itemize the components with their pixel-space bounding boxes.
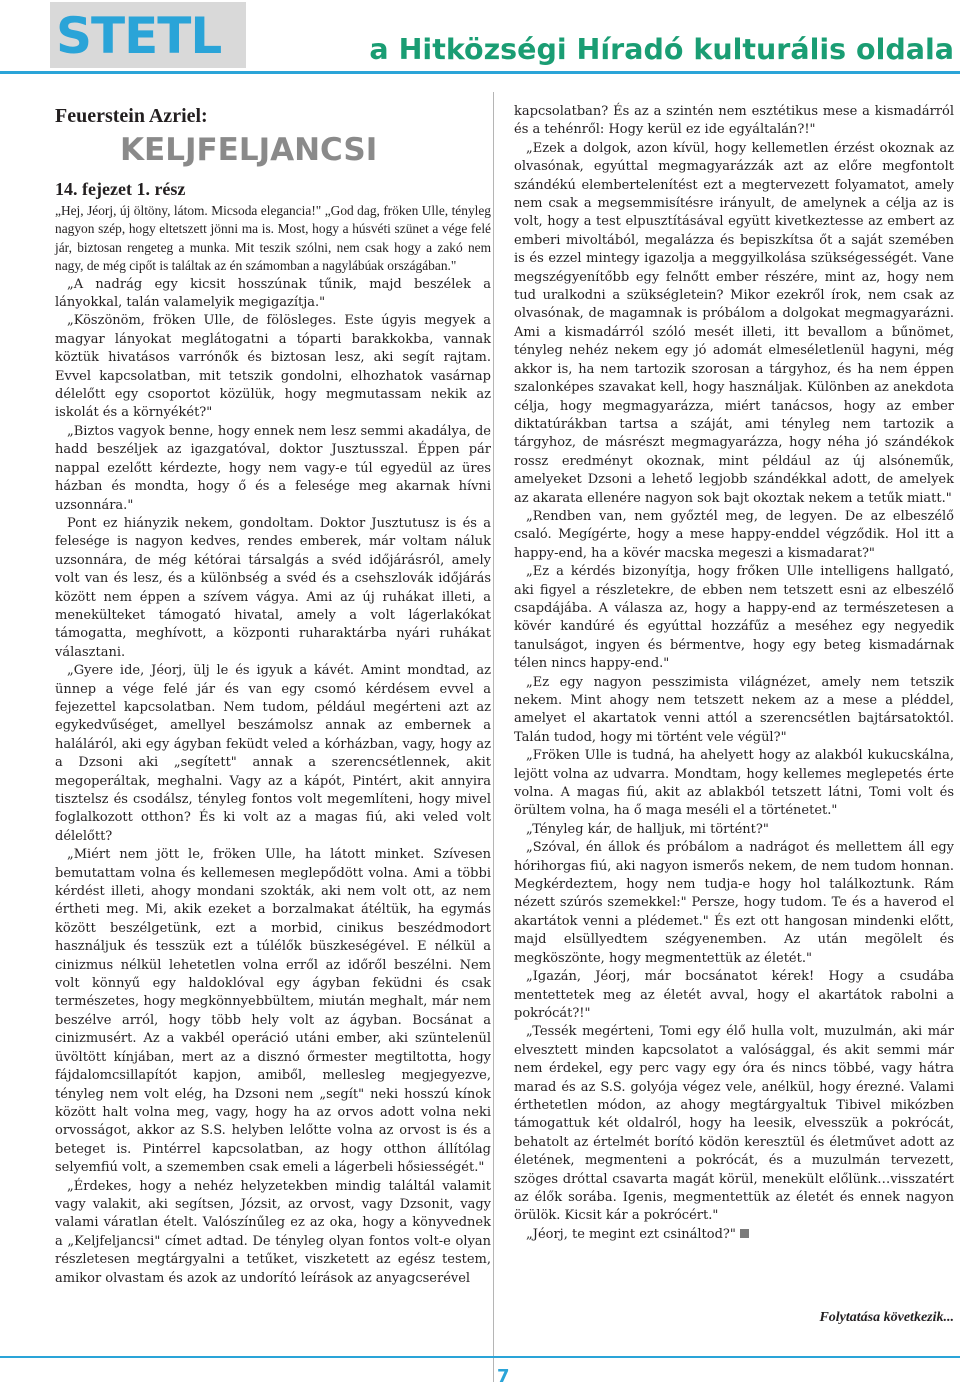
paragraph: „Tényleg kár, de halljuk, mi történt?" (526, 821, 769, 837)
header-divider (0, 71, 960, 74)
article-author: Feuerstein Azriel: (55, 105, 208, 127)
paragraph: „Fröken Ulle is tudná, ha ahelyett hogy az alakból kukucskálna, lejött volna az udvarra. Mondtam, hogy kellemes meglepetés érte volna. A magas fiú, akit az ablakból tetszett látni, Tomi volt és örültem volna, ha ő maga meséli el a történetet." (514, 748, 954, 819)
paragraph: „Tessék megérteni, Tomi egy élő hulla volt, muzulmán, aki már elvesztett minden kapcsolatot a valósággal, és akit semmi már nem érdekel, egy perc vagy egy óra és nincs többé, vagy hátra marad és az S.S. golyója végez vele, anélkül, hogy érezné. Valami érthetetlen módon, az ahogy megtárgyaltuk Tibivel mikózben támogattuk két oldalról, hogy ha leesik, elvesszük a pokrócát, behatolt az értelmét borító ködön keresztül és életművet adott az életének, megmenteni a pokrócát, és a muzulmán tervezett, szöges dróttal csavarta magát körül, menekült előlünk…visszatért az élők sorába. Igenis, megmentettük az életét és ennek nagyon örülök. Kicsit kár a pokrócért." (514, 1024, 954, 1224)
paragraph: „A nadrág egy kicsit hosszúnak tűnik, majd beszélek a lányokkal, talán valamelyik megigazítja." (55, 276, 491, 311)
article-column-right (514, 103, 954, 1244)
paragraph: „Rendben van, nem győztél meg, de legyen. De az elbeszélő csaló. Megígérte, hogy a mese happy-enddel végződik. Hol itt a happy-end, ha a kövér macska megeszi a kismadarat?" (514, 508, 954, 561)
footer-divider (0, 1356, 960, 1358)
paragraph: „Biztos vagyok benne, hogy ennek nem lesz semmi akadálya, de hadd beszéljek az igazgatóval, doktor Jusztusszal. Éppen pár nappal ezelőtt kérdezte, hogy nem vagy-e túl egyedül az üres házban és mondta, hogy ő és a felesége meg akarnak hívni uzsonnára." (55, 423, 491, 513)
paragraph: „Szóval, én állok és próbálom a nadrágot és mellettem áll egy hórihorgas fiú, aki nagyon ismerős nekem, de nem tudom honnan. Megkérdeztem, hogy nem tudja-e hogy hol találkoztunk. Rám nézett szúrós szemekkel:" Persze, hogy tudom. Te és a haverod el akartátok venni a plédemet." És ezt ott hangosan mindenki előtt, majd elsüllyedtem szégyenemben. Az után megölelt és megköszönte, hogy megmentettük az életét." (514, 840, 954, 966)
paragraph: Pont ez hiányzik nekem, gondoltam. Doktor Jusztutusz is és a felesége is nagyon kedves, rendes emberek, már voltam náluk uzsonnára, de még kétórai társalgás a svéd időjárásról, amely volt van és lesz, és a különbség a svéd és a csehszlovák időjárás között nem éppen a szívem vágya. Ami az új ruhákat illeti, a menekülteket támogató hivatal, amely a volt lágerlakókat támogatta, meghívott, a központi ruharaktárba nyári ruhákat választani. (55, 515, 491, 660)
paragraph: „Ezek a dolgok, azon kívül, hogy kellemetlen érzést okoznak az olvasónak, egyúttal megmagyarázzák azt az előre megfontolt szándékú elembertelenítést ezt a megtervezett folyamatot, amely nem csak a megsemmisítésre irányult, de amelynek a célja az is volt, hogy a test elpusztításával együtt kivetkeztesse az embert az emberi mivoltából, megalázza és bepiszkítsa őt a saját szemében is és ezzel mintegy igazolja a meggyilkolása szükségességét. Vane megszégyenítőbb egy felnőtt ember részére, mint az, hogy nem tud uralkodni a szükségletein? Mikor ezekről írok, nem csak az olvasónak, de magamnak is próbálom a dolgokat megmagyarázni. Ami a kismadárról szóló mesét illeti, itt bevallom a bűnömet, tényleg nehéz nekem egy jó adomát elmeséletlenül hagyni, még akkor is, ha nem tartozik szorosan a tárgyhoz, és ha nem éppen szalonképes szavakat kell, hogy használjak. Különben az anekdota célja, hogy megmagyarázza, miért tanácsos, hogy az ember diktatúrákban tartsa a száját, ami tényleg nem tartozik a tárgyhoz, de másrészt megmagyarázza, hogy néha jó szándékok rossz eredményt okoznak, mint például az új alsóneműk, amelyeket Dzsoni a lehető legjobb szándékkal adott, de amelyek az akarata ellenére nagyon sok bajt okoztak nekem a tetűk miatt." (514, 140, 954, 506)
page-number: 7 (497, 1366, 510, 1387)
paragraph-text: „Jéorj, te megint ezt csináltod?" (526, 1226, 736, 1242)
last-paragraph (514, 1226, 954, 1244)
paragraph: „Köszönöm, fröken Ulle, de fölösleges. Este úgyis megyek a magyar lányokat meglátogatni a tóparti barakkokba, vannak köztük hivatásos varrónők és biztosan lesz, aki segít rajtam. Evvel kapcsolatban, mit tetszik gondolni, elhozhatok vasárnap délelőtt egy csoportot közülük, hogy megmutassam nekik az iskolát és a környékét?" (55, 313, 491, 421)
continuation-note: Folytatása következik... (819, 1310, 954, 1325)
paragraph: „Érdekes, hogy a nehéz helyzetekben mindig találtál valamit vagy valakit, aki segítsen, Józsit, az orvost, vagy Dzsonit, vagy valami váratlan ételt. Valószínűleg ez az oka, hogy a könyvednek a „Keljfeljancsi" címet adtad. De tényleg olyan fontos volt-e olyan részletesen megtárgyalni a tetűket, viszketett az egész testem, amikor olvastam és azok az undorító leírások az anyagcserével (55, 1178, 491, 1286)
paragraph: „Miért nem jött le, fröken Ulle, ha látott minket. Szívesen bemutattam volna és kellemesen meglepődött volna. Ami a többi kérdést illeti, ahogy mondani szokták, aki nem volt ott, az nem értheti meg. Mi, akik ezeket a borzalmakat átéltük, ha egymás között beszélgetünk, ezt a morbid, cinikus beszédmodort használjuk és tesszük ezt a túlélők büszkeségével. E nélkül a cinizmus nélkül lehetetlen volna erről az időről beszélni. Nem volt könnyű egy haldoklóval egy ágyban feküdni és csak természetes, hogy megkönnyebbültem, miután meghalt, már nem beszélve arról, hogy több hely volt az ágyban. Bocsánat a cinizmusért. Az a vakbél operáció utáni ember, aki szüntelenül üvöltött kínjában, mert az a disznó őrmester megtiltotta, hogy fájdalomcsillapítót kapjon, amiből, mellesleg megjegyezve, tényleg nem volt elég, ha Dzsoni nem „segít" neki hosszú kínok között halt volna meg, vagy, hogy ha az orvos adott volna neki orvosságot, akkor az S.S. helyben lelőtte volna az orvost is és a beteget is. Pintérrel kapcsolatban, az hogy otthon állítólag selyemfiú volt, a szememben csak emeli a lágerbeli hősiességét." (55, 847, 491, 1176)
paragraph: „Hej, Jéorj, új öltöny, látom. Micsoda elegancia!" „God dag, fröken Ulle, tényleg nagyon szép, hogy eltetszett jönni ma is. Most, hogy a húsvéti szünet a vége felé jár, biztosan rengeteg a munka. Mit teszik szólni, nem csak hogy a zakó nem nagy, de még cipőt is találtak az én számomban a nagylábúak országában." (55, 203, 491, 274)
column-divider (493, 92, 494, 1382)
chapter-heading: 14. fejezet 1. rész (55, 179, 186, 199)
paragraph: „Igazán, Jéorj, már bocsánatot kérek! Hogy a csudába mentettetek meg az életét avval, hogy el akartátok rabolni a pokrócát?!" (514, 969, 954, 1021)
masthead-logo: STETL (56, 7, 222, 65)
masthead-tagline: a Hitközségi Híradó kulturális oldala (369, 33, 954, 66)
paragraph: kapcsolatban? És az a szintén nem esztétikus mese a kismadárról és a tehénről: Hogy kerül ez ide egyáltalán?!" (514, 104, 954, 138)
article-title: KELJFELJANCSI (120, 132, 378, 168)
paragraph: „Ez egy nagyon pesszimista világnézet, amely nem tetszik nekem. Mint ahogy nem tetszett nekem az a mese a pléddel, amelyet el akartatok venni attól a szerencsétlen bajtársatoktól. Talán tudod, hogy mi történt vele végül?" (514, 674, 954, 745)
end-mark-icon (740, 1229, 749, 1238)
article-column-left (55, 202, 491, 1288)
paragraph: „Gyere ide, Jéorj, ülj le és igyuk a kávét. Amint mondtad, az ünnep a vége felé jár és van egy csomó kérdésem evvel a fejezettel kapcsolatban. Nem tudom, például megérteni azt az egykedvűséget, amellyel beszámolsz annak az embernek a haláláról, aki egy ágyban feküdt veled a kórházban, vagy, hogy az a Dzsoni aki „segített" annak a szerencsétlennek, akit megoperáltak, meghalni. Vagy az a kápót, Pintért, akit annyira tisztelsz és csodálsz, tényleg fontos volt megemlíteni, hogy mivel foglalkozott otthon? És ki volt az a magas fiú, aki veled volt délelőtt? (55, 663, 491, 844)
paragraph: „Ez a kérdés bizonyítja, hogy frőken Ulle intelligens hallgató, aki figyel a részletekre, de ebben nem tetszett esni az elbeszélő csapdájába. A válasza az, hogy a happy-end az természetesen a kövér kandúré és egyúttal hozzáfűz a meséhez egy negyedik tanulságot, ingyen és bérmentve, hogy egy beteg kismadárnak télen nincs happy-end." (514, 564, 954, 672)
